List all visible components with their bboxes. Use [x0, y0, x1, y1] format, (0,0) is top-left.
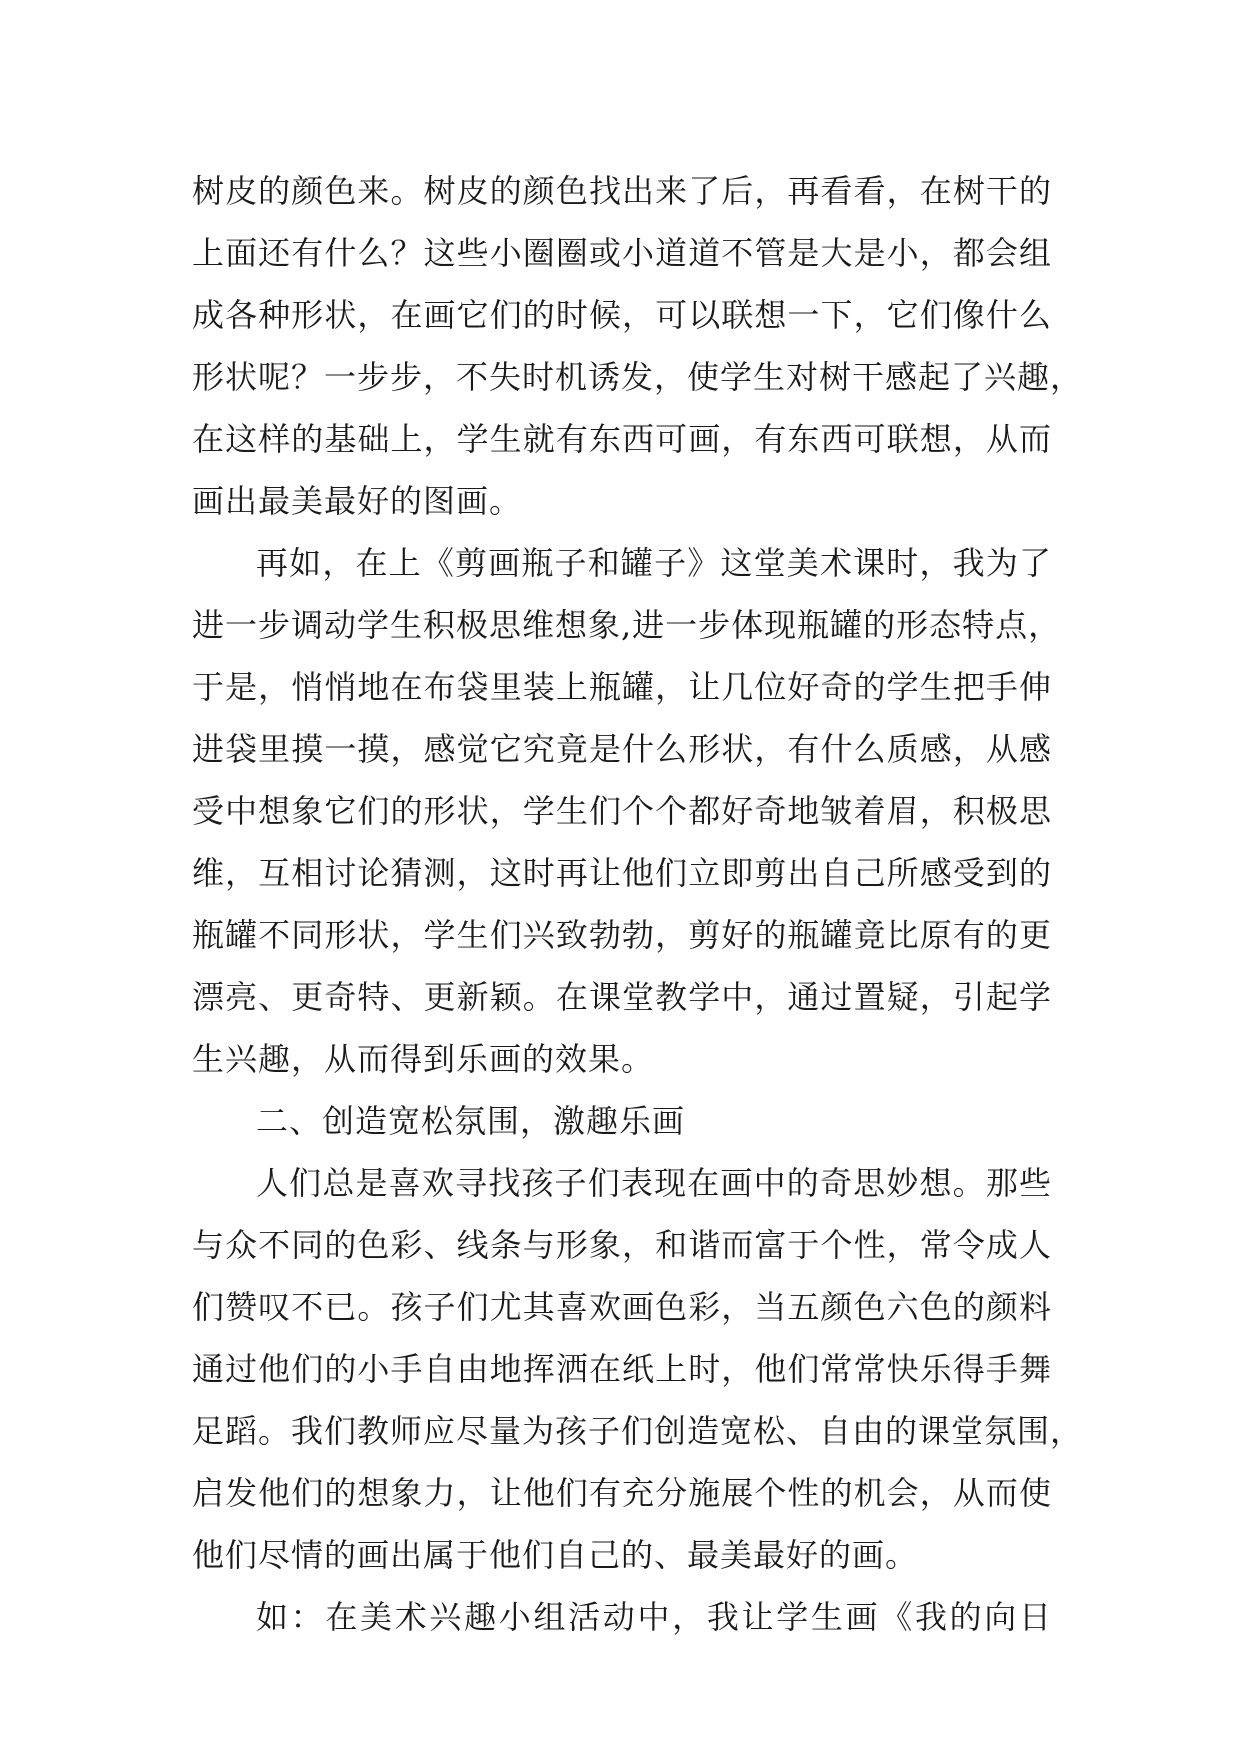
text-line: 二、创造宽松氛围，激趣乐画 [256, 1102, 686, 1140]
text-line: 如：在美术兴趣小组活动中，我让学生画《我的向日 [256, 1598, 1052, 1636]
text-line: 上面还有什么？这些小圈圈或小道道不管是大是小，都会组 [192, 234, 1052, 272]
text-line: 人们总是喜欢寻找孩子们表现在画中的奇思妙想。那些 [256, 1164, 1052, 1202]
text-line: 们赞叹不已。孩子们尤其喜欢画色彩，当五颜色六色的颜料 [192, 1288, 1052, 1326]
text-line: 启发他们的想象力，让他们有充分施展个性的机会，从而使 [192, 1474, 1052, 1512]
text-line: 进袋里摸一摸，感觉它究竟是什么形状，有什么质感，从感 [192, 730, 1052, 768]
text-line: 生兴趣，从而得到乐画的效果。 [192, 1040, 655, 1078]
text-line: 于是，悄悄地在布袋里装上瓶罐，让几位好奇的学生把手伸 [192, 668, 1052, 706]
text-line: 他们尽情的画出属于他们自己的、最美最好的画。 [192, 1536, 919, 1574]
text-line: 画出最美最好的图画。 [192, 482, 523, 520]
text-line: 维，互相讨论猜测，这时再让他们立即剪出自己所感受到的 [192, 854, 1052, 892]
text-line: 足蹈。我们教师应尽量为孩子们创造宽松、自由的课堂氛围， [192, 1412, 1084, 1450]
text-line: 瓶罐不同形状，学生们兴致勃勃，剪好的瓶罐竟比原有的更 [192, 916, 1052, 954]
text-line: 再如，在上《剪画瓶子和罐子》这堂美术课时，我为了 [256, 544, 1052, 582]
text-line: 成各种形状，在画它们的时候，可以联想一下，它们像什么 [192, 296, 1052, 334]
text-line: 树皮的颜色来。树皮的颜色找出来了后，再看看，在树干的 [192, 172, 1052, 210]
text-line: 受中想象它们的形状，学生们个个都好奇地皱着眉，积极思 [192, 792, 1052, 830]
text-line: 进一步调动学生积极思维想象,进一步体现瓶罐的形态特点， [192, 606, 1062, 644]
text-line: 与众不同的色彩、线条与形象，和谐而富于个性，常令成人 [192, 1226, 1052, 1264]
text-line: 在这样的基础上，学生就有东西可画，有东西可联想，从而 [192, 420, 1052, 458]
text-line: 漂亮、更奇特、更新颖。在课堂教学中，通过置疑，引起学 [192, 978, 1052, 1016]
text-line: 通过他们的小手自由地挥洒在纸上时，他们常常快乐得手舞 [192, 1350, 1052, 1388]
text-line: 形状呢？一步步，不失时机诱发，使学生对树干感起了兴趣， [192, 358, 1084, 396]
body-text [192, 160, 1084, 1648]
